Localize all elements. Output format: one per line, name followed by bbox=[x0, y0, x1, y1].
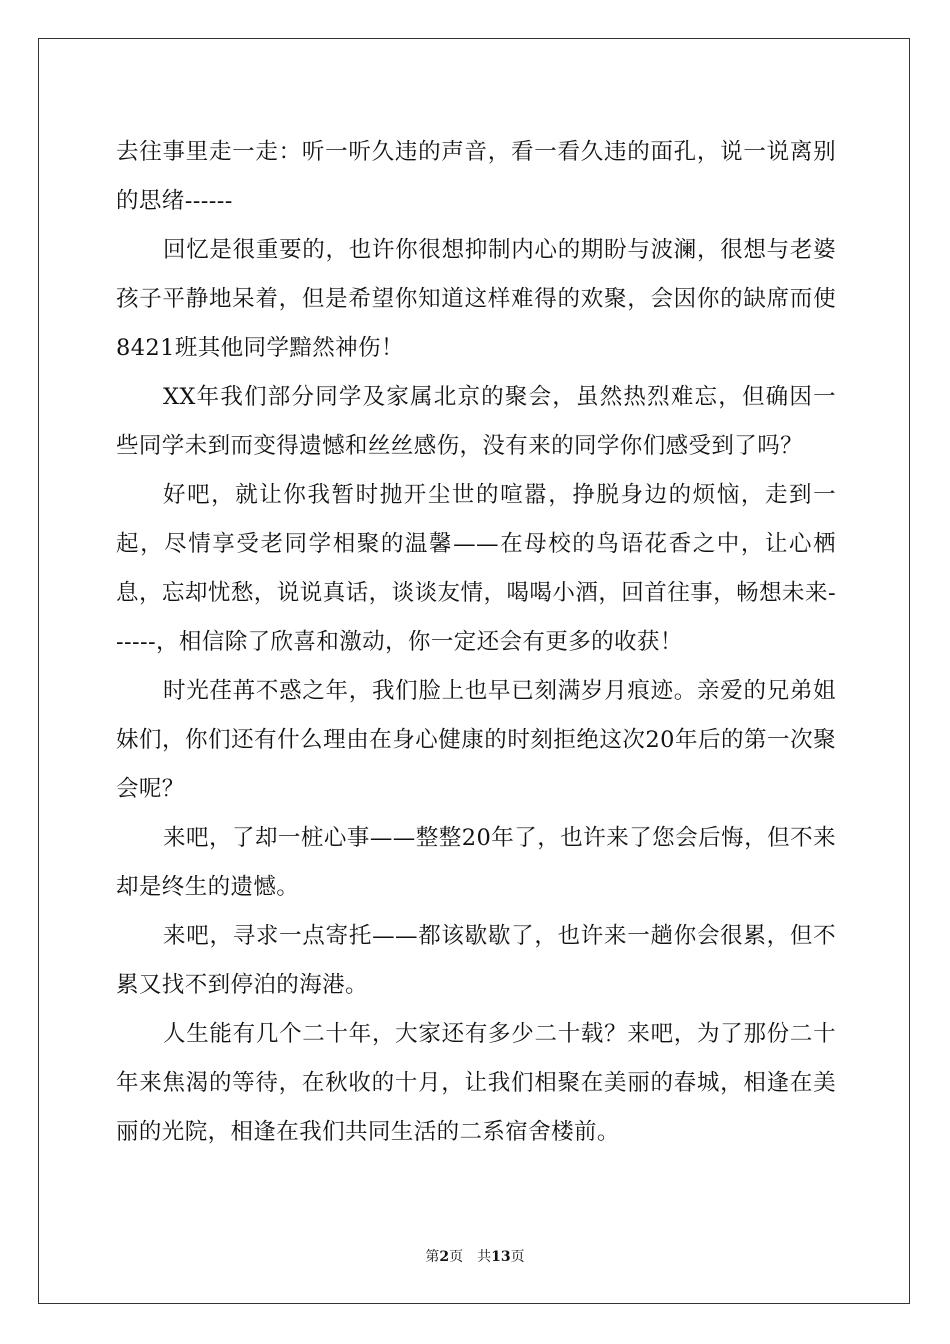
paragraph: 回忆是很重要的，也许你很想抑制内心的期盼与波澜，很想与老婆孩子平静地呆着，但是希望你知道这样难得的欢聚，会因你的缺席而使8421班其他同学黯然神伤！ bbox=[116, 237, 836, 361]
total-suffix: 页 bbox=[510, 1249, 525, 1265]
paragraph: 好吧，就让你我暂时抛开尘世的喧嚣，挣脱身边的烦恼，走到一起，尽情享受老同学相聚的温馨——在母校的鸟语花香之中，让心栖息，忘却忧愁，说说真话，谈谈友情，喝喝小酒，回首往事，畅想未来------，相信除了欣喜和激动，你一定还会有更多的收获！ bbox=[116, 482, 836, 655]
paragraph: 人生能有几个二十年，大家还有多少二十载？来吧，为了那份二十年来焦渴的等待，在秋收的十月，让我们相聚在美丽的春城，相逢在美丽的光院，相逢在我们共同生活的二系宿舍楼前。 bbox=[116, 1021, 836, 1145]
paragraph: 来吧，寻求一点寄托——都该歇歇了，也许来一趟你会很累，但不累又找不到停泊的海港。 bbox=[116, 923, 836, 998]
paragraph: 去往事里走一走：听一听久违的声音，看一看久违的面孔，说一说离别的思绪------ bbox=[116, 139, 836, 214]
document-body bbox=[116, 128, 836, 1157]
page-prefix: 第 bbox=[425, 1249, 440, 1265]
page-number: 2 bbox=[439, 1249, 450, 1265]
page-footer bbox=[0, 1248, 950, 1266]
total-prefix: 共 bbox=[477, 1249, 492, 1265]
page-suffix: 页 bbox=[449, 1249, 464, 1265]
paragraph: 时光荏苒不惑之年，我们脸上也早已刻满岁月痕迹。亲爱的兄弟姐妹们，你们还有什么理由在身心健康的时刻拒绝这次20年后的第一次聚会呢？ bbox=[116, 678, 836, 802]
paragraph: 来吧，了却一桩心事——整整20年了，也许来了您会后悔，但不来却是终生的遗憾。 bbox=[116, 825, 836, 900]
total-pages: 13 bbox=[491, 1249, 511, 1265]
paragraph: XX年我们部分同学及家属北京的聚会，虽然热烈难忘，但确因一些同学未到而变得遗憾和丝丝感伤，没有来的同学你们感受到了吗？ bbox=[116, 384, 836, 459]
